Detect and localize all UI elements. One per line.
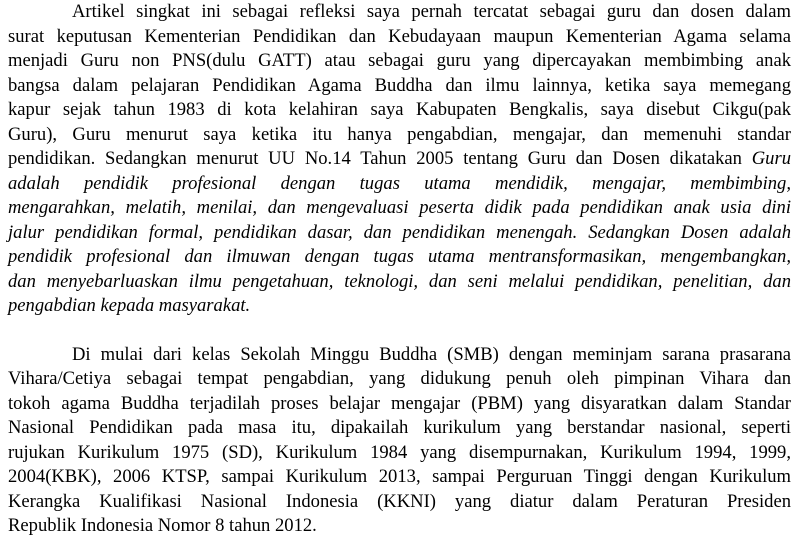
- paragraph-1-line-3: menjadi Guru non PNS(dulu GATT) atau sebagai guru yang dipercayakan membimbing anak: [8, 50, 791, 71]
- paragraph-2-line-4: Nasional Pendidikan pada masa itu, dipakailah kurikulum yang berstandar nasional, seperti: [8, 417, 791, 438]
- paragraph-2-line-8: Republik Indonesia Nomor 8 tahun 2012.: [8, 515, 317, 536]
- paragraph-1-line-4: bangsa dalam pelajaran Pendidikan Agama Buddha dan ilmu lainnya, ketika saya memegang: [8, 74, 791, 96]
- paragraph-2-line-5: rujukan Kurikulum 1975 (SD), Kurikulum 1984 yang disempurnakan, Kurikulum 1994, 1999,: [8, 441, 791, 463]
- paragraph-1-line-10: jalur pendidikan formal, pendidikan dasar, dan pendidikan menengah. Sedangkan Dosen adalah: [8, 221, 791, 243]
- paragraph-1-line-7: [8, 147, 791, 171]
- paragraph-1-line-6: Guru), Guru menurut saya ketika itu hanya pengabdian, mengajar, dan memenuhi standar: [8, 123, 791, 145]
- paragraph-2-line-7: Kerangka Kualifikasi Nasional Indonesia (KKNI) yang diatur dalam Peraturan Presiden: [8, 490, 791, 512]
- paragraph-2-line-2: Vihara/Cetiya sebagai tempat pengabdian, yang didukung penuh oleh pimpinan Vihara dan: [8, 368, 791, 389]
- paragraph-1-line-13: pengabdian kepada masyarakat.: [8, 295, 251, 316]
- paragraph-2-line-6: 2004(KBK), 2006 KTSP, sampai Kurikulum 2013, sampai Perguruan Tinggi dengan Kurikulum: [8, 466, 791, 487]
- paragraph-2-line-1: Di mulai dari kelas Sekolah Minggu Buddha (SMB) dengan meminjam sarana prasarana: [72, 343, 791, 365]
- paragraph-1-line-1: Artikel singkat ini sebagai refleksi saya pernah tercatat sebagai guru dan dosen dalam: [72, 1, 791, 22]
- paragraph-1-line-12: dan menyebarluaskan ilmu pengetahuan, teknologi, dan seni melalui pendidikan, penelitian, dan: [8, 270, 791, 292]
- paragraph-2-line-3: tokoh agama Buddha terjadilah proses belajar mengajar (PBM) yang disyaratkan dalam Standar: [8, 392, 791, 414]
- paragraph-1-line-5: kapur sejak tahun 1983 di kota kelahiran saya Kabupaten Bengkalis, saya disebut Cikgu(pak: [8, 99, 791, 120]
- paragraph-1-line-11: pendidik profesional dan ilmuwan dengan tugas utama mentransformasikan, mengembangkan,: [8, 246, 791, 267]
- paragraph-1-line-9: mengarahkan, melatih, menilai, dan mengevaluasi peserta didik pada pendidikan anak usia dini: [8, 197, 791, 218]
- paragraph-1-line-2: surat keputusan Kementerian Pendidikan dan Kebudayaan maupun Kementerian Agama selama: [8, 25, 791, 47]
- paragraph-1-line-7-text: pendidikan. Sedangkan menurut UU No.14 Tahun 2005 tentang Guru dan Dosen dikatakan: [8, 148, 752, 169]
- italic-word-guru: Guru: [751, 148, 791, 169]
- paragraph-1-line-8: adalah pendidik profesional dengan tugas utama mendidik, mengajar, membimbing,: [8, 172, 791, 194]
